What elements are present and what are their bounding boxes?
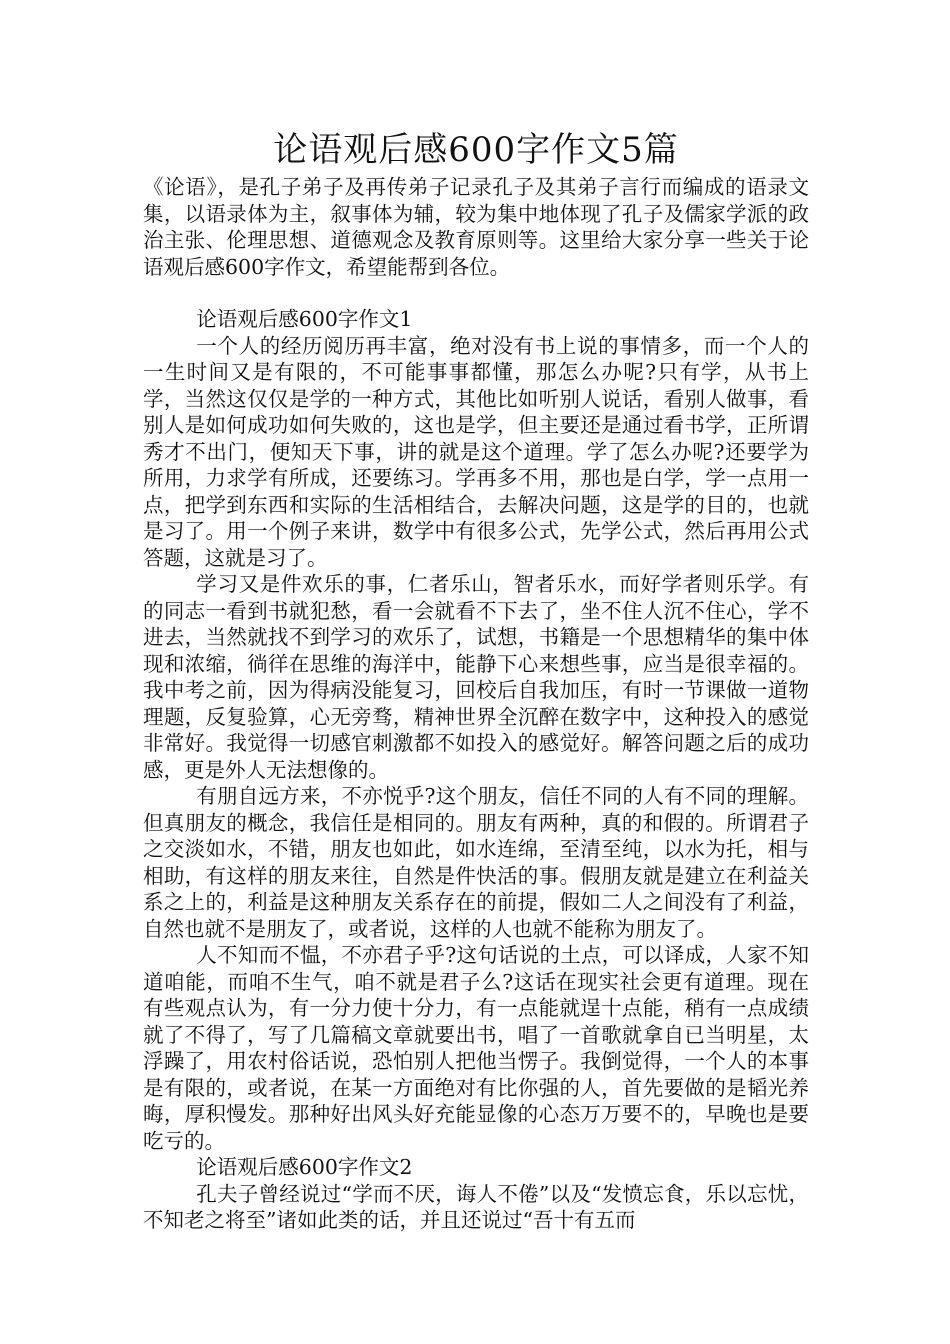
body-paragraph: 一个人的经历阅历再丰富，绝对没有书上说的事情多，而一个人的一生时间又是有限的，不可能事事都懂，那怎么办呢?只有学，从书上学，当然这仅仅是学的一种方式，其他比如听别人说话，看别人做事，看别人是如何成功如何失败的，这也是学，但主要还是通过看书学，正所谓秀才不出门，便知天下事，讲的就是这个道理。学了怎么办呢?还要学为所用，力求学有所成，还要练习。学再多不用，那也是白学，学一点用一点，把学到东西和实际的生活相结合，去解决问题，这是学的目的，也就是习了。用一个例子来讲，数学中有很多公式，先学公式，然后再用公式答题，这就是习了。: [143, 333, 809, 570]
section-heading-1: 论语观后感600字作文1: [196, 307, 413, 331]
document-title: 论语观后感600字作文5篇: [273, 130, 679, 170]
section-heading-2: 论语观后感600字作文2: [196, 1155, 413, 1179]
blank-line: [143, 280, 809, 306]
body-paragraph: 学习又是件欢乐的事，仁者乐山，智者乐水，而好学者则乐学。有的同志一看到书就犯愁，看一会就看不下去了，坐不住人沉不住心，学不进去，当然就找不到学习的欢乐了，试想，书籍是一个思想精华的集中体现和浓缩，徜徉在思维的海洋中，能静下心来想些事，应当是很幸福的。我中考之前，因为得病没能复习，回校后自我加压，有时一节课做一道物理题，反复验算，心无旁骛，精神世界全沉醉在数字中，这种投入的感觉非常好。我觉得一切感官刺激都不如投入的感觉好。解答问题之后的成功感，更是外人无法想像的。: [143, 572, 809, 782]
document-page: [143, 128, 809, 1234]
body-paragraph: 孔夫子曾经说过“学而不厌，诲人不倦”以及“发愤忘食，乐以忘忧，不知老之将至”诸如此类的话，并且还说过“吾十有五而: [143, 1181, 809, 1232]
body-paragraph: 有朋自远方来，不亦悦乎?这个朋友，信任不同的人有不同的理解。但真朋友的概念，我信任是相同的。朋友有两种，真的和假的。所谓君子之交淡如水，不错，朋友也如此，如水连绵，至清至纯，以水为托，相与相助，有这样的朋友来往，自然是件快活的事。假朋友就是建立在利益关系之上的，利益是这种朋友关系存在的前提，假如二人之间没有了利益，自然也就不是朋友了，或者说，这样的人也就不能称为朋友了。: [143, 784, 809, 941]
intro-paragraph: 《论语》，是孔子弟子及再传弟子记录孔子及其弟子言行而编成的语录文集，以语录体为主，叙事体为辅，较为集中地体现了孔子及儒家学派的政治主张、伦理思想、道德观念及教育原则等。这里给大家分享一些关于论语观后感600字作文，希望能帮到各位。: [143, 175, 809, 279]
body-paragraph: 人不知而不愠，不亦君子乎?这句话说的土点，可以译成，人家不知道咱能，而咱不生气，咱不就是君子么?这话在现实社会更有道理。现在有些观点认为，有一分力使十分力，有一点能就逞十点能，稍有一点成绩就了不得了，写了几篇稿文章就要出书，唱了一首歌就拿自已当明星，太浮躁了，用农村俗话说，恐怕别人把他当愣子。我倒觉得，一个人的本事是有限的，或者说，在某一方面绝对有比你强的人，首先要做的是韬光养晦，厚积慢发。那种好出风头好充能显像的心态万万要不的，早晚也是要吃亏的。: [143, 943, 809, 1153]
